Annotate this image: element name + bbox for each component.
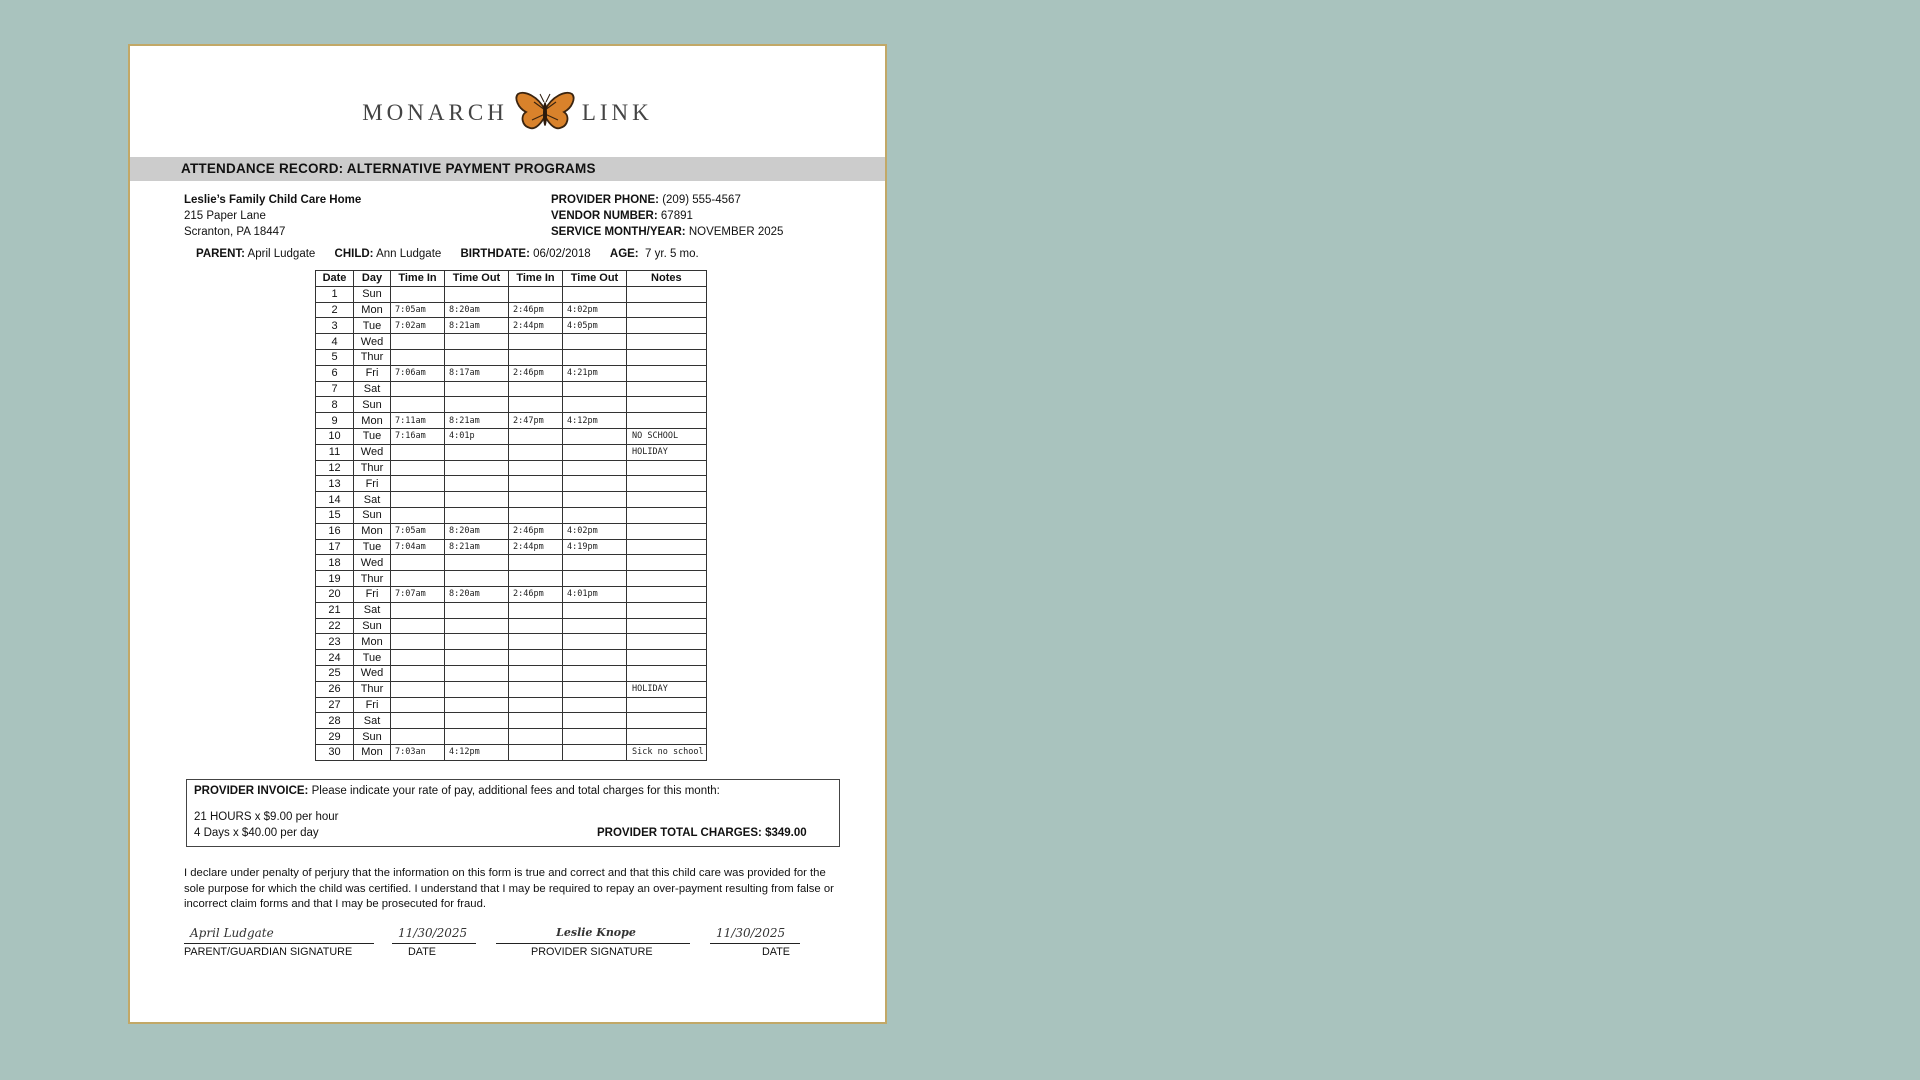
day-cell: Thur bbox=[354, 681, 391, 697]
date-cell: 11 bbox=[316, 444, 354, 460]
time-in-2-cell: 2:47pm bbox=[509, 413, 563, 429]
time-in-2-cell bbox=[509, 397, 563, 413]
notes-cell bbox=[627, 539, 707, 555]
time-out-2-cell bbox=[563, 697, 627, 713]
notes-cell bbox=[627, 555, 707, 571]
table-row bbox=[316, 634, 707, 650]
time-out-1-cell bbox=[445, 381, 509, 397]
time-in-1-cell: 7:05am bbox=[391, 523, 445, 539]
time-out-2-cell bbox=[563, 571, 627, 587]
table-row bbox=[316, 349, 707, 365]
time-out-2-cell bbox=[563, 681, 627, 697]
invoice-days-line: 4 Days x $40.00 per day bbox=[194, 827, 319, 839]
logo-word-right: LINK bbox=[581, 100, 653, 125]
date-cell: 19 bbox=[316, 571, 354, 587]
time-in-1-cell bbox=[391, 349, 445, 365]
date-cell: 30 bbox=[316, 744, 354, 760]
date-cell: 6 bbox=[316, 365, 354, 381]
table-row bbox=[316, 650, 707, 666]
time-in-1-cell: 7:02am bbox=[391, 318, 445, 334]
time-in-1-cell bbox=[391, 681, 445, 697]
table-row bbox=[316, 492, 707, 508]
col-notes: Notes bbox=[627, 271, 707, 287]
time-out-2-cell bbox=[563, 713, 627, 729]
table-row bbox=[316, 681, 707, 697]
time-out-2-cell bbox=[563, 381, 627, 397]
notes-cell bbox=[627, 507, 707, 523]
time-in-2-cell: 2:44pm bbox=[509, 539, 563, 555]
time-in-2-cell bbox=[509, 618, 563, 634]
day-cell: Sun bbox=[354, 618, 391, 634]
notes-cell bbox=[627, 634, 707, 650]
time-out-2-cell bbox=[563, 428, 627, 444]
time-in-1-cell bbox=[391, 286, 445, 302]
time-in-2-cell bbox=[509, 665, 563, 681]
notes-cell bbox=[627, 523, 707, 539]
notes-cell bbox=[627, 571, 707, 587]
notes-cell bbox=[627, 650, 707, 666]
notes-cell bbox=[627, 349, 707, 365]
time-in-1-cell bbox=[391, 713, 445, 729]
date-cell: 10 bbox=[316, 428, 354, 444]
time-in-2-cell: 2:46pm bbox=[509, 365, 563, 381]
time-out-2-cell bbox=[563, 618, 627, 634]
child-name: Ann Ludgate bbox=[376, 248, 442, 260]
time-in-2-cell bbox=[509, 602, 563, 618]
day-cell: Fri bbox=[354, 697, 391, 713]
col-time-in-2: Time In bbox=[509, 271, 563, 287]
day-cell: Fri bbox=[354, 365, 391, 381]
date-cell: 7 bbox=[316, 381, 354, 397]
day-cell: Mon bbox=[354, 634, 391, 650]
time-in-1-cell bbox=[391, 602, 445, 618]
time-in-1-cell bbox=[391, 476, 445, 492]
time-in-1-cell bbox=[391, 444, 445, 460]
parent-signature-date: 11/30/2025 bbox=[392, 926, 476, 944]
time-out-1-cell bbox=[445, 444, 509, 460]
time-in-2-cell: 2:46pm bbox=[509, 523, 563, 539]
time-in-1-cell bbox=[391, 634, 445, 650]
time-in-1-cell bbox=[391, 381, 445, 397]
provider-signature-date: 11/30/2025 bbox=[710, 926, 800, 944]
day-cell: Tue bbox=[354, 650, 391, 666]
parent-signature-label: PARENT/GUARDIAN SIGNATURE bbox=[184, 946, 353, 958]
notes-cell bbox=[627, 302, 707, 318]
invoice-total bbox=[597, 827, 807, 839]
time-out-1-cell bbox=[445, 713, 509, 729]
table-row bbox=[316, 744, 707, 760]
col-day: Day bbox=[354, 271, 391, 287]
day-cell: Sat bbox=[354, 492, 391, 508]
table-row bbox=[316, 397, 707, 413]
provider-street: 215 Paper Lane bbox=[184, 210, 266, 222]
day-cell: Wed bbox=[354, 555, 391, 571]
total-label: PROVIDER TOTAL CHARGES: bbox=[597, 827, 762, 839]
time-out-2-cell bbox=[563, 650, 627, 666]
time-out-2-cell bbox=[563, 729, 627, 745]
age: 7 yr. 5 mo. bbox=[645, 248, 699, 260]
provider-invoice-box bbox=[186, 779, 840, 847]
time-in-1-cell bbox=[391, 571, 445, 587]
provider-name: Leslie’s Family Child Care Home bbox=[184, 194, 362, 206]
time-in-1-cell: 7:16am bbox=[391, 428, 445, 444]
child-info-line bbox=[196, 248, 715, 260]
notes-cell bbox=[627, 665, 707, 681]
time-out-1-cell bbox=[445, 634, 509, 650]
birthdate: 06/02/2018 bbox=[533, 248, 591, 260]
time-in-1-cell: 7:11am bbox=[391, 413, 445, 429]
notes-cell bbox=[627, 602, 707, 618]
time-out-1-cell bbox=[445, 697, 509, 713]
service-month: NOVEMBER 2025 bbox=[688, 226, 784, 238]
time-out-1-cell bbox=[445, 507, 509, 523]
col-date: Date bbox=[316, 271, 354, 287]
time-out-2-cell bbox=[563, 334, 627, 350]
date-cell: 17 bbox=[316, 539, 354, 555]
time-out-2-cell: 4:02pm bbox=[563, 523, 627, 539]
time-in-2-cell bbox=[509, 334, 563, 350]
day-cell: Tue bbox=[354, 428, 391, 444]
date-cell: 3 bbox=[316, 318, 354, 334]
time-out-1-cell: 8:21am bbox=[445, 318, 509, 334]
provider-phone: (209) 555-4567 bbox=[662, 194, 741, 206]
attendance-form-page bbox=[128, 44, 887, 1024]
invoice-label: PROVIDER INVOICE: bbox=[194, 785, 309, 797]
day-cell: Sun bbox=[354, 286, 391, 302]
time-out-1-cell: 8:20am bbox=[445, 302, 509, 318]
time-in-2-cell bbox=[509, 492, 563, 508]
day-cell: Fri bbox=[354, 586, 391, 602]
service-label: SERVICE MONTH/YEAR: bbox=[551, 226, 686, 238]
notes-cell: NO SCHOOL bbox=[627, 428, 707, 444]
table-row bbox=[316, 365, 707, 381]
time-out-2-cell bbox=[563, 444, 627, 460]
time-in-1-cell bbox=[391, 507, 445, 523]
time-in-2-cell bbox=[509, 744, 563, 760]
table-row bbox=[316, 286, 707, 302]
table-row bbox=[316, 713, 707, 729]
time-out-1-cell: 8:20am bbox=[445, 523, 509, 539]
provider-date-label: DATE bbox=[762, 946, 790, 958]
notes-cell: HOLIDAY bbox=[627, 444, 707, 460]
table-row bbox=[316, 523, 707, 539]
time-in-2-cell bbox=[509, 286, 563, 302]
time-in-2-cell bbox=[509, 681, 563, 697]
time-out-2-cell: 4:01pm bbox=[563, 586, 627, 602]
table-row bbox=[316, 602, 707, 618]
vendor-number: 67891 bbox=[660, 210, 693, 222]
notes-cell bbox=[627, 413, 707, 429]
time-in-1-cell bbox=[391, 397, 445, 413]
date-cell: 25 bbox=[316, 665, 354, 681]
notes-cell bbox=[627, 460, 707, 476]
time-in-2-cell bbox=[509, 713, 563, 729]
time-out-2-cell: 4:12pm bbox=[563, 413, 627, 429]
time-out-1-cell: 4:01p bbox=[445, 428, 509, 444]
day-cell: Fri bbox=[354, 476, 391, 492]
notes-cell: HOLIDAY bbox=[627, 681, 707, 697]
time-out-2-cell bbox=[563, 349, 627, 365]
day-cell: Thur bbox=[354, 460, 391, 476]
time-out-1-cell bbox=[445, 618, 509, 634]
invoice-instruction: Please indicate your rate of pay, additional fees and total charges for this month: bbox=[311, 785, 720, 797]
time-in-1-cell bbox=[391, 492, 445, 508]
date-cell: 4 bbox=[316, 334, 354, 350]
day-cell: Tue bbox=[354, 318, 391, 334]
day-cell: Sat bbox=[354, 381, 391, 397]
time-in-2-cell bbox=[509, 476, 563, 492]
notes-cell bbox=[627, 334, 707, 350]
time-out-2-cell: 4:19pm bbox=[563, 539, 627, 555]
day-cell: Mon bbox=[354, 744, 391, 760]
parent-signature: April Ludgate bbox=[184, 926, 374, 944]
time-out-1-cell bbox=[445, 555, 509, 571]
day-cell: Sun bbox=[354, 397, 391, 413]
time-in-2-cell bbox=[509, 507, 563, 523]
date-cell: 22 bbox=[316, 618, 354, 634]
time-in-1-cell bbox=[391, 697, 445, 713]
date-cell: 5 bbox=[316, 349, 354, 365]
table-row bbox=[316, 413, 707, 429]
notes-cell bbox=[627, 697, 707, 713]
time-out-2-cell bbox=[563, 744, 627, 760]
date-cell: 28 bbox=[316, 713, 354, 729]
provider-details-block bbox=[551, 192, 783, 240]
time-in-1-cell: 7:05am bbox=[391, 302, 445, 318]
time-out-1-cell: 8:21am bbox=[445, 539, 509, 555]
time-out-1-cell bbox=[445, 681, 509, 697]
notes-cell bbox=[627, 729, 707, 745]
time-out-1-cell bbox=[445, 460, 509, 476]
col-time-out-1: Time Out bbox=[445, 271, 509, 287]
time-in-2-cell bbox=[509, 697, 563, 713]
parent-date-label: DATE bbox=[408, 946, 436, 958]
page-title: ATTENDANCE RECORD: ALTERNATIVE PAYMENT PROGRAMS bbox=[181, 161, 596, 176]
time-out-2-cell bbox=[563, 460, 627, 476]
time-in-1-cell: 7:07am bbox=[391, 586, 445, 602]
time-in-2-cell: 2:46pm bbox=[509, 302, 563, 318]
date-cell: 21 bbox=[316, 602, 354, 618]
time-in-1-cell: 7:06am bbox=[391, 365, 445, 381]
time-out-1-cell bbox=[445, 665, 509, 681]
day-cell: Wed bbox=[354, 334, 391, 350]
notes-cell bbox=[627, 318, 707, 334]
time-out-2-cell bbox=[563, 602, 627, 618]
time-out-2-cell: 4:21pm bbox=[563, 365, 627, 381]
time-out-1-cell bbox=[445, 602, 509, 618]
table-row bbox=[316, 460, 707, 476]
table-row bbox=[316, 665, 707, 681]
day-cell: Tue bbox=[354, 539, 391, 555]
time-in-2-cell bbox=[509, 571, 563, 587]
time-in-1-cell: 7:03an bbox=[391, 744, 445, 760]
time-in-2-cell: 2:44pm bbox=[509, 318, 563, 334]
time-in-2-cell bbox=[509, 381, 563, 397]
time-out-2-cell bbox=[563, 507, 627, 523]
time-in-2-cell bbox=[509, 460, 563, 476]
invoice-hours-line: 21 HOURS x $9.00 per hour bbox=[194, 811, 339, 823]
time-out-1-cell: 8:20am bbox=[445, 586, 509, 602]
date-cell: 8 bbox=[316, 397, 354, 413]
time-out-2-cell bbox=[563, 397, 627, 413]
date-cell: 1 bbox=[316, 286, 354, 302]
time-out-2-cell bbox=[563, 492, 627, 508]
child-label: CHILD: bbox=[334, 248, 374, 260]
time-in-2-cell: 2:46pm bbox=[509, 586, 563, 602]
table-row bbox=[316, 302, 707, 318]
time-in-1-cell: 7:04am bbox=[391, 539, 445, 555]
date-cell: 18 bbox=[316, 555, 354, 571]
date-cell: 16 bbox=[316, 523, 354, 539]
table-row bbox=[316, 555, 707, 571]
time-out-1-cell: 4:12pm bbox=[445, 744, 509, 760]
day-cell: Thur bbox=[354, 349, 391, 365]
provider-city: Scranton, PA 18447 bbox=[184, 226, 286, 238]
time-in-2-cell bbox=[509, 555, 563, 571]
table-row bbox=[316, 571, 707, 587]
parent-name: April Ludgate bbox=[247, 248, 316, 260]
date-cell: 23 bbox=[316, 634, 354, 650]
total-amount: $349.00 bbox=[765, 827, 807, 839]
notes-cell bbox=[627, 586, 707, 602]
table-row bbox=[316, 539, 707, 555]
date-cell: 26 bbox=[316, 681, 354, 697]
col-time-out-2: Time Out bbox=[563, 271, 627, 287]
table-row bbox=[316, 729, 707, 745]
table-row bbox=[316, 444, 707, 460]
notes-cell: Sick no school bbox=[627, 744, 707, 760]
date-cell: 12 bbox=[316, 460, 354, 476]
table-row bbox=[316, 586, 707, 602]
provider-address-block bbox=[184, 192, 361, 240]
parent-label: PARENT: bbox=[196, 248, 245, 260]
notes-cell bbox=[627, 286, 707, 302]
day-cell: Sat bbox=[354, 713, 391, 729]
title-banner bbox=[130, 157, 885, 181]
table-header-row bbox=[316, 271, 707, 287]
time-out-1-cell bbox=[445, 397, 509, 413]
notes-cell bbox=[627, 618, 707, 634]
table-row bbox=[316, 318, 707, 334]
date-cell: 29 bbox=[316, 729, 354, 745]
date-cell: 13 bbox=[316, 476, 354, 492]
vendor-label: VENDOR NUMBER: bbox=[551, 210, 658, 222]
day-cell: Mon bbox=[354, 413, 391, 429]
time-out-1-cell bbox=[445, 476, 509, 492]
time-out-2-cell bbox=[563, 555, 627, 571]
time-out-2-cell bbox=[563, 286, 627, 302]
time-out-1-cell: 8:21am bbox=[445, 413, 509, 429]
table-row bbox=[316, 334, 707, 350]
time-in-1-cell bbox=[391, 729, 445, 745]
date-cell: 2 bbox=[316, 302, 354, 318]
provider-signature-label: PROVIDER SIGNATURE bbox=[531, 946, 653, 958]
phone-label: PROVIDER PHONE: bbox=[551, 194, 659, 206]
col-time-in-1: Time In bbox=[391, 271, 445, 287]
butterfly-icon bbox=[514, 90, 576, 136]
time-out-1-cell bbox=[445, 571, 509, 587]
time-out-1-cell bbox=[445, 286, 509, 302]
day-cell: Thur bbox=[354, 571, 391, 587]
notes-cell bbox=[627, 492, 707, 508]
table-row bbox=[316, 476, 707, 492]
table-row bbox=[316, 428, 707, 444]
time-out-1-cell bbox=[445, 349, 509, 365]
time-in-2-cell bbox=[509, 349, 563, 365]
day-cell: Sun bbox=[354, 729, 391, 745]
notes-cell bbox=[627, 381, 707, 397]
time-in-1-cell bbox=[391, 618, 445, 634]
time-out-2-cell: 4:02pm bbox=[563, 302, 627, 318]
date-cell: 27 bbox=[316, 697, 354, 713]
day-cell: Sat bbox=[354, 602, 391, 618]
time-in-2-cell bbox=[509, 729, 563, 745]
time-out-2-cell bbox=[563, 665, 627, 681]
time-in-2-cell bbox=[509, 634, 563, 650]
day-cell: Wed bbox=[354, 665, 391, 681]
time-out-1-cell: 8:17am bbox=[445, 365, 509, 381]
provider-signature: Leslie Knope bbox=[496, 926, 690, 944]
time-in-2-cell bbox=[509, 650, 563, 666]
date-cell: 9 bbox=[316, 413, 354, 429]
date-cell: 15 bbox=[316, 507, 354, 523]
day-cell: Wed bbox=[354, 444, 391, 460]
date-cell: 14 bbox=[316, 492, 354, 508]
time-in-1-cell bbox=[391, 334, 445, 350]
time-out-2-cell bbox=[563, 634, 627, 650]
date-cell: 24 bbox=[316, 650, 354, 666]
notes-cell bbox=[627, 713, 707, 729]
table-row bbox=[316, 618, 707, 634]
time-in-1-cell bbox=[391, 665, 445, 681]
time-out-1-cell bbox=[445, 729, 509, 745]
time-in-1-cell bbox=[391, 555, 445, 571]
age-label: AGE: bbox=[609, 248, 639, 260]
time-in-2-cell bbox=[509, 444, 563, 460]
time-in-1-cell bbox=[391, 650, 445, 666]
time-out-2-cell: 4:05pm bbox=[563, 318, 627, 334]
logo-word-left: MONARCH bbox=[362, 100, 508, 125]
time-out-1-cell bbox=[445, 492, 509, 508]
time-out-1-cell bbox=[445, 650, 509, 666]
attendance-table bbox=[315, 270, 707, 761]
time-in-2-cell bbox=[509, 428, 563, 444]
notes-cell bbox=[627, 365, 707, 381]
date-cell: 20 bbox=[316, 586, 354, 602]
day-cell: Sun bbox=[354, 507, 391, 523]
day-cell: Mon bbox=[354, 302, 391, 318]
perjury-declaration: I declare under penalty of perjury that the information on this form is true and correct and that this child care was provided for the sole purpose for which the child was certified. I understand that I may be required to repay an over-payment resulting from false or incorrect claim forms and that I may be prosecuted for fraud. bbox=[184, 867, 834, 910]
time-out-1-cell bbox=[445, 334, 509, 350]
notes-cell bbox=[627, 397, 707, 413]
table-row bbox=[316, 697, 707, 713]
table-row bbox=[316, 507, 707, 523]
monarch-link-logo bbox=[130, 90, 885, 138]
time-out-2-cell bbox=[563, 476, 627, 492]
notes-cell bbox=[627, 476, 707, 492]
birthdate-label: BIRTHDATE: bbox=[460, 248, 530, 260]
table-row bbox=[316, 381, 707, 397]
day-cell: Mon bbox=[354, 523, 391, 539]
time-in-1-cell bbox=[391, 460, 445, 476]
